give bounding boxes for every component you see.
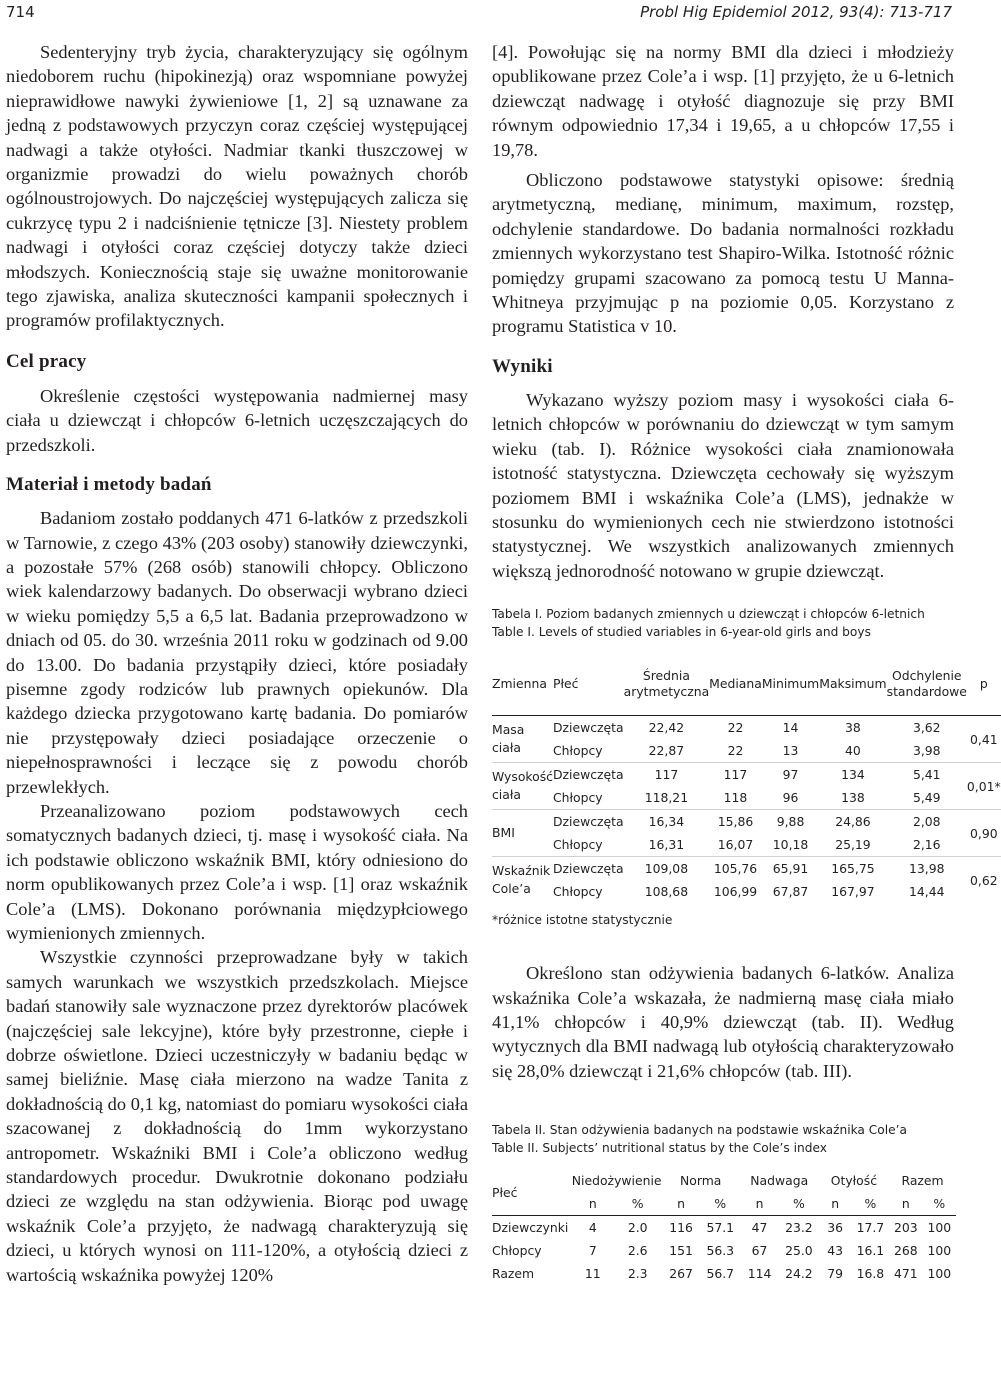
subheader-n: n xyxy=(901,1196,910,1212)
value-cell: 151 xyxy=(669,1243,693,1259)
value-cell: 2.3 xyxy=(627,1266,648,1282)
value-cell: 114 xyxy=(747,1266,772,1282)
value-cell: 13 xyxy=(782,743,799,759)
subheader-percent: % xyxy=(933,1196,946,1212)
table-header-cell: Średnia arytmetyczna xyxy=(623,668,710,700)
table-2-caption-en: Table II. Subjects’ nutritional status by the Cole’s index xyxy=(492,1141,827,1156)
value-cell: 25.0 xyxy=(785,1243,813,1259)
value-cell: 15,86 xyxy=(709,810,762,834)
continued-paragraph: [4]. Powołując się na normy BMI dla dzieci i młodzieży opublikowane przez Cole’a i wsp. [1] przyjęto, że u 6-letnich dziewcząt nadwagę i otyłość diagnozuje się przy BMI równym odpowiednio 17,34 i 19,65, a u chłopców 17,55 i 19,78. xyxy=(492,42,954,160)
table-header-cell: Minimum xyxy=(761,676,820,692)
value-cell: 22 xyxy=(727,743,744,759)
value-cell: 36 xyxy=(827,1220,844,1236)
table-row xyxy=(492,1216,956,1240)
table-2-group-header: Nadwaga xyxy=(750,1173,809,1189)
value-cell: 11 xyxy=(584,1266,601,1282)
value-cell: 16,34 xyxy=(624,810,710,834)
value-cell: 14,44 xyxy=(909,884,945,900)
value-cell: 43 xyxy=(827,1243,844,1259)
table-row xyxy=(492,763,1001,787)
table-row xyxy=(492,1262,956,1285)
methods-paragraph-1: Badaniom zostało poddanych 471 6-latków z przedszkoli w Tarnowie, z czego 43% (203 osoby) stanowiły dziewczynki, a pozostałe 57% (268 osób) stanowili chłopcy. Obliczono wiek kalendarzowy badanych. Do obserwacji wybrano dzieci w wieku pomiędzy 5,5 a 6,5 lat. Badania przeprowadzono w dniach od 05. do 30. września 2011 roku w godzinach od 9.00 do 13.00. Do badania przystąpiły dzieci, które posiadały pisemne zgody rodziców lub prawnych opiekunów. Dla każdego dziecka przygotowano kartę badania. Do pomiarów nie przystępowały dzieci posiadające orzeczenie o niepełnosprawności i leczące się z powodu chorób przewlekłych. xyxy=(6,508,468,797)
value-cell: 57.1 xyxy=(706,1220,735,1236)
table-header-cell: Odchylenie standardowe xyxy=(886,668,967,700)
sex-cell: Dziewczęta xyxy=(553,857,624,881)
table-2-group-header: Norma xyxy=(680,1173,722,1189)
value-cell: 14 xyxy=(782,720,799,736)
value-cell: 116 xyxy=(669,1220,693,1236)
value-cell: 3,62 xyxy=(912,720,941,736)
value-cell: 47 xyxy=(751,1220,768,1236)
variable-name-cell: Wskaźnik Cole’a xyxy=(492,857,553,904)
value-cell: 105,76 xyxy=(709,857,762,881)
value-cell: 67,87 xyxy=(772,884,809,900)
value-cell: 108,68 xyxy=(644,884,689,900)
value-cell: 9,88 xyxy=(762,810,819,834)
journal-citation: Probl Hig Epidemiol 2012, 93(4): 713-717 xyxy=(640,3,952,21)
table-1 xyxy=(492,653,1001,903)
table-row xyxy=(492,810,1001,834)
row-label-cell: Razem xyxy=(492,1266,535,1282)
table-2-group-header: Otyłość xyxy=(830,1173,878,1189)
table-1-caption-pl: Tabela I. Poziom badanych zmiennych u dziewcząt i chłopców 6-letnich xyxy=(492,607,925,622)
table-header-cell: Zmienna xyxy=(492,676,547,692)
table-2-group-header: Niedożywienie xyxy=(571,1172,662,1188)
table-2 xyxy=(492,1169,956,1285)
table-row xyxy=(492,786,1001,810)
table-row xyxy=(492,1239,956,1262)
subheader-percent: % xyxy=(714,1196,727,1212)
subheader-percent: % xyxy=(792,1196,805,1212)
value-cell: 10,18 xyxy=(772,837,809,853)
table-row xyxy=(492,716,1001,740)
subheader-percent: % xyxy=(864,1196,877,1212)
subheader-n: n xyxy=(755,1196,764,1212)
value-cell: 106,99 xyxy=(713,884,758,900)
value-cell: 7 xyxy=(588,1243,597,1259)
row-label-cell: Dziewczynki xyxy=(492,1220,569,1236)
value-cell: 5,41 xyxy=(887,763,967,787)
value-cell: 24,86 xyxy=(819,810,886,834)
table-2-caption-pl: Tabela II. Stan odżywienia badanych na podstawie wskaźnika Cole’a xyxy=(492,1123,907,1138)
subheader-n: n xyxy=(831,1196,840,1212)
table-row xyxy=(492,739,1001,763)
subheader-n: n xyxy=(588,1196,597,1212)
right-column xyxy=(492,40,1001,1285)
value-cell: 134 xyxy=(819,763,886,787)
value-cell: 16,31 xyxy=(648,837,685,853)
results-paragraph-1: Wykazano wyższy poziom masy i wysokości ciała 6-letnich chłopców w porównaniu do dziewcząt w tym samym wieku (tab. I). Różnice wysokości ciała znamionowała istotność statystyczna. Dziewczęta cechowały się wyższym poziomem BMI i wskaźnika Cole’a (LMS), jednakże w stosunku do wymienionych cech nie stwierdzono istotności statystycznej. We wszystkich analizowanych zmiennych większą jednorodność notowano w grupie dziewcząt. xyxy=(492,389,954,581)
methods-paragraph-2: Przeanalizowano poziom podstawowych cech somatycznych badanych dzieci, tj. masę i wysokość ciała. Na ich podstawie obliczono wskaźnik BMI, który odniesiono do norm opublikowanych przez Cole’a i wsp. [1] oraz wskaźnik Cole’a (LMS). Dokonano porównania międzypłciowego wymienionych zmiennych. xyxy=(6,800,468,943)
variable-name-cell: Wysokość ciała xyxy=(492,763,553,810)
table-row xyxy=(492,880,1001,903)
sex-cell: Chłopcy xyxy=(553,837,603,853)
value-cell: 40 xyxy=(845,743,861,759)
table-header-cell: p xyxy=(979,676,988,692)
table-row xyxy=(492,833,1001,857)
value-cell: 267 xyxy=(669,1266,693,1282)
methods-heading: Materiał i metody badań xyxy=(6,474,212,496)
value-cell: 109,08 xyxy=(624,857,710,881)
subheader-percent: % xyxy=(631,1196,644,1212)
value-cell: 38 xyxy=(845,720,861,736)
aim-heading: Cel pracy xyxy=(6,350,87,372)
value-cell: 17.7 xyxy=(856,1220,885,1236)
table-header-cell: Mediana xyxy=(709,676,762,692)
p-value-cell: 0,01* xyxy=(967,763,1001,810)
value-cell: 2.0 xyxy=(627,1220,648,1236)
value-cell: 117 xyxy=(709,763,762,787)
value-cell: 25,19 xyxy=(835,837,871,853)
running-header xyxy=(0,0,960,26)
value-cell: 118,21 xyxy=(644,790,689,806)
value-cell: 2,08 xyxy=(887,810,967,834)
value-cell: 2,16 xyxy=(912,837,941,853)
table-2-block xyxy=(492,1121,954,1285)
table-2-header-sex: Płeć xyxy=(492,1184,518,1200)
value-cell: 65,91 xyxy=(762,857,819,881)
sex-cell: Dziewczęta xyxy=(553,720,624,736)
value-cell: 24.2 xyxy=(785,1266,813,1282)
value-cell: 100 xyxy=(927,1220,952,1236)
results-heading: Wyniki xyxy=(492,355,553,377)
p-value-cell: 0,62 xyxy=(967,857,1001,904)
table-2-group-header: Razem xyxy=(901,1173,944,1189)
value-cell: 22,87 xyxy=(648,743,685,759)
value-cell: 167,97 xyxy=(831,884,875,900)
value-cell: 471 xyxy=(894,1266,918,1282)
subheader-n: n xyxy=(677,1196,685,1212)
value-cell: 100 xyxy=(927,1243,952,1259)
value-cell: 5,49 xyxy=(912,790,941,806)
value-cell: 16.1 xyxy=(856,1243,885,1259)
results-paragraph-2: Określono stan odżywienia badanych 6-latków. Analiza wskaźnika Cole’a wskazała, że nadmierną masę ciała miało 41,1% chłopców i 40,9% dziewcząt (tab. II). Według wytycznych dla BMI nadwagą lub otyłością charakteryzowało się 28,0% dziewcząt i 21,6% chłopców (tab. III). xyxy=(492,963,954,1081)
value-cell: 16,07 xyxy=(717,837,754,853)
value-cell: 13,98 xyxy=(887,857,967,881)
table-row xyxy=(492,857,1001,881)
table-header-cell: Płeć xyxy=(553,676,579,692)
value-cell: 96 xyxy=(782,790,799,806)
table-header-cell: Maksimum xyxy=(819,676,887,692)
table-1-footnote: *różnice istotne statystycznie xyxy=(492,913,673,928)
value-cell: 22,42 xyxy=(648,720,685,736)
methods-paragraph-3: Wszystkie czynności przeprowadzane były w takich samych warunkach we wszystkich przedszkolach. Miejsce badań stanowiły sale wyznaczone przez dyrektorów placówek (najczęściej sale lekcyjne), które były przestronne, ciepłe i dobrze oświetlone. Dzieci uczestniczyły w badaniu będąc w samej bieliźnie. Masę ciała mierzono na wadze Tanita z dokładnością do 0,1 kg, natomiast do pomiaru wysokości ciała szacowanej z dokładnością do 1mm wykorzystano antropometr. Wskaźniki BMI i Cole’a obliczono według standardowych procedur. Dwukrotnie dokonano podziału dzieci ze względu na stan odżywienia. Biorąc pod uwagę wskaźnik Cole’a przyjęto, że nadwagą charakteryzują się dzieci, u których wynosi on 111-120%, a otyłością dzieci z wartością wskaźnika powyżej 120% xyxy=(6,947,468,1285)
statistics-paragraph: Obliczono podstawowe statystyki opisowe: średnią arytmetyczną, medianę, minimum, maximum, rozstęp, odchylenie standardowe. Do badania normalności rozkładu zmiennych wykorzystano test Shapiro-Wilka. Istotność różnic pomiędzy grupami szacowano za pomocą testu U Manna-Whitneya przyjmując p na poziomie 0,05. Korzystano z programu Statistica v 10. xyxy=(492,170,954,337)
intro-paragraph: Sedenteryjny tryb życia, charakteryzujący się ogólnym niedoborem ruchu (hipokinezją) oraz wspomniane powyżej nieprawidłowe nawyki żywieniowe [1, 2] są uznawane za jedną z podstawowych przyczyn coraz częściej występującej nadwagi a także otyłości. Nadmiar tkanki tłuszczowej w organizmie prowadzi do wielu poważnych chorób ogólnoustrojowych. Do najczęściej występujących zalicza się cukrzycę typu 2 i nadciśnienie tętnicze [3]. Niestety problem nadwagi i otyłości coraz częściej dotyczy także dzieci młodszych. Koniecznością staje się uważne monitorowanie tego zjawiska, analiza skuteczności kampanii społecznych i programów profilaktycznych. xyxy=(6,42,468,331)
sex-cell: Chłopcy xyxy=(553,884,603,900)
variable-name-cell: BMI xyxy=(492,810,553,857)
value-cell: 79 xyxy=(827,1266,844,1282)
variable-name-cell: Masa ciała xyxy=(492,722,525,756)
left-column xyxy=(6,40,468,1287)
value-cell: 100 xyxy=(927,1266,952,1282)
value-cell: 165,75 xyxy=(819,857,886,881)
page-number: 714 xyxy=(6,3,35,21)
row-label-cell: Chłopcy xyxy=(492,1243,542,1259)
value-cell: 22 xyxy=(727,720,744,736)
aim-paragraph: Określenie częstości występowania nadmiernej masy ciała u dziewcząt i chłopców 6-letnich uczęszczających do przedszkoli. xyxy=(6,385,468,455)
value-cell: 138 xyxy=(841,790,865,806)
p-value-cell: 0,41 xyxy=(970,731,998,747)
table-1-block xyxy=(492,605,1001,928)
table-1-caption-en: Table I. Levels of studied variables in 6-year-old girls and boys xyxy=(492,625,871,640)
value-cell: 3,98 xyxy=(912,743,941,759)
value-cell: 67 xyxy=(751,1243,768,1259)
sex-cell: Dziewczęta xyxy=(553,763,624,787)
value-cell: 268 xyxy=(894,1243,918,1259)
sex-cell: Dziewczęta xyxy=(553,810,624,834)
value-cell: 203 xyxy=(894,1220,918,1236)
value-cell: 97 xyxy=(762,763,819,787)
value-cell: 56.3 xyxy=(706,1243,735,1259)
value-cell: 16.8 xyxy=(856,1266,885,1282)
value-cell: 117 xyxy=(624,763,710,787)
value-cell: 56.7 xyxy=(706,1266,735,1282)
value-cell: 118 xyxy=(723,790,748,806)
value-cell: 2.6 xyxy=(627,1243,648,1259)
sex-cell: Chłopcy xyxy=(553,790,603,806)
sex-cell: Chłopcy xyxy=(553,743,603,759)
p-value-cell: 0,90 xyxy=(967,810,1001,857)
value-cell: 4 xyxy=(588,1220,597,1236)
value-cell: 23.2 xyxy=(785,1220,813,1236)
